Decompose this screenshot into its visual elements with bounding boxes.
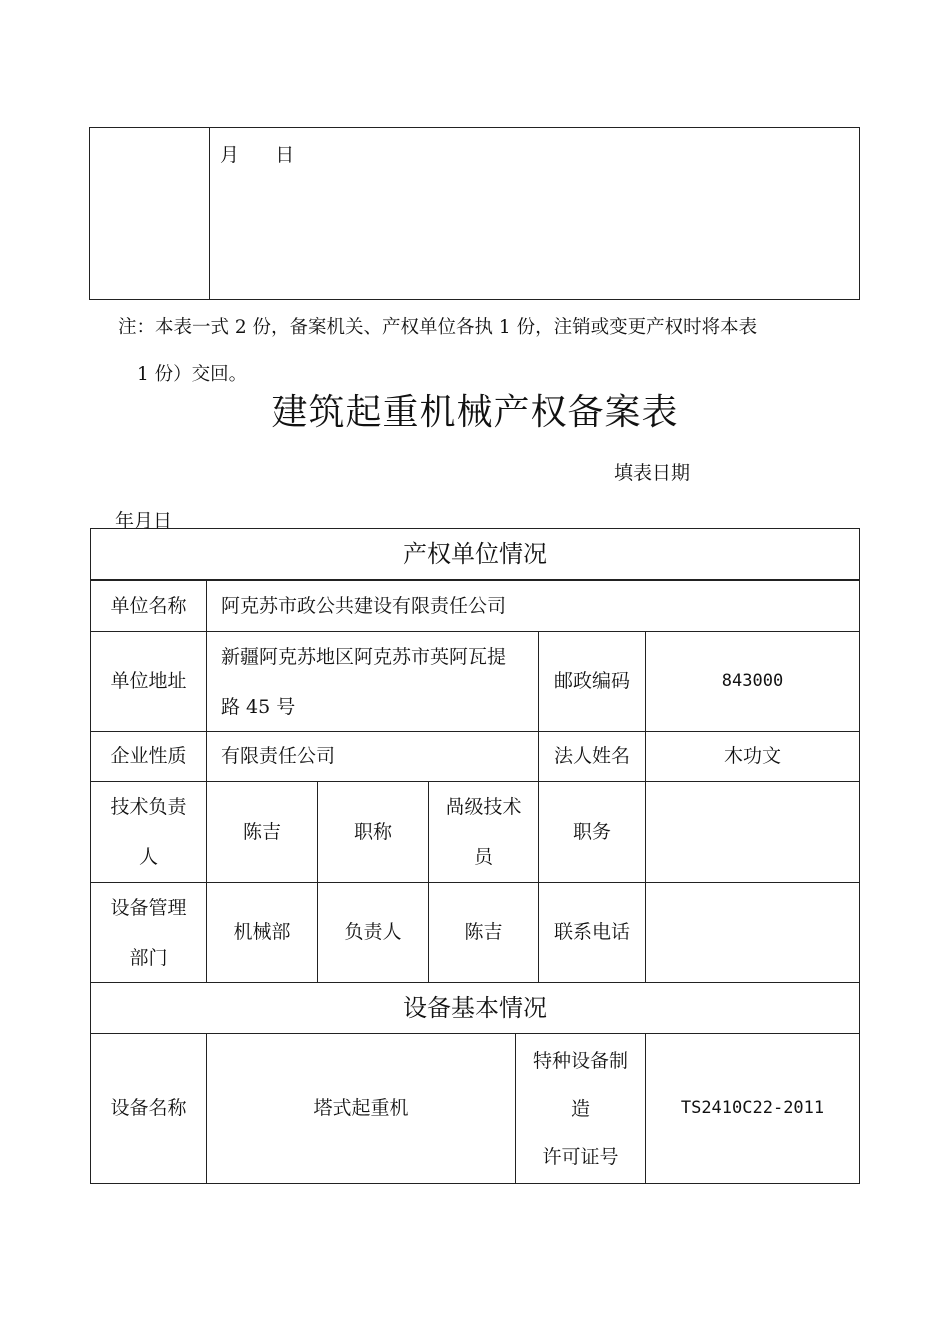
equipment-name-label: 设备名称 <box>90 1033 207 1184</box>
tech-lead-label-line-1: 技术负责 <box>110 796 187 818</box>
manufacture-license-label-line-1: 特种设备制 <box>532 1049 628 1072</box>
unit-name-label: 单位名称 <box>90 580 207 632</box>
dept-head-label: 负责人 <box>317 882 429 983</box>
unit-address-line-1: 新疆阿克苏地区阿克苏市英阿瓦提 <box>221 645 507 668</box>
fill-date-value: 年月日 <box>115 510 173 532</box>
equipment-dept-label-line-2: 部门 <box>129 946 168 969</box>
unit-address-label: 单位地址 <box>90 631 207 732</box>
manufacture-license-label-line-3: 许可证号 <box>542 1145 619 1168</box>
position-value <box>645 781 860 883</box>
section-owner-header: 产权单位情况 <box>90 528 860 580</box>
section-equipment-header: 设备基本情况 <box>90 982 860 1034</box>
professional-title-line-2: 员 <box>473 846 493 868</box>
professional-title-label: 职称 <box>317 781 429 883</box>
equipment-dept-value: 机械部 <box>206 882 318 983</box>
legal-person-label: 法人姓名 <box>538 731 646 782</box>
professional-title-value <box>428 781 539 883</box>
contact-phone-label: 联系电话 <box>538 882 646 983</box>
date-fragment: 月 日 <box>220 144 295 166</box>
unit-address-line-2: 路 45 号 <box>221 695 296 718</box>
tech-lead-value: 陈吉 <box>206 781 318 883</box>
note-line-1: 注：本表一式 2 份，备案机关、产权单位各执 1 份，注销或变更产权时将本表 <box>118 317 758 338</box>
postcode-label: 邮政编码 <box>538 631 646 732</box>
manufacture-license-label <box>515 1033 646 1184</box>
document-title: 建筑起重机械产权备案表 <box>271 392 679 433</box>
equipment-dept-label <box>90 882 207 983</box>
professional-title-line-1: 咼级技术 <box>445 796 522 818</box>
fill-date-label: 填表日期 <box>614 462 691 484</box>
unit-name-value: 阿克苏市政公共建设有限责任公司 <box>206 580 860 632</box>
note-line-2: 1 份）交回。 <box>137 364 248 385</box>
manufacture-license-label-line-2: 造 <box>570 1097 590 1120</box>
tech-lead-label <box>90 781 207 883</box>
previous-page-table-fragment <box>89 127 860 300</box>
tech-lead-label-line-2: 人 <box>138 846 158 868</box>
equipment-name-value: 塔式起重机 <box>206 1033 516 1184</box>
table-divider <box>209 128 210 299</box>
position-label: 职务 <box>538 781 646 883</box>
equipment-dept-label-line-1: 设备管理 <box>110 896 187 919</box>
dept-head-value: 陈吉 <box>428 882 539 983</box>
unit-address-value <box>206 631 539 732</box>
manufacture-license-value: TS2410C22-2011 <box>645 1033 860 1184</box>
postcode-value: 843000 <box>645 631 860 732</box>
legal-person-value: 木功文 <box>645 731 860 782</box>
enterprise-nature-value: 有限责任公司 <box>206 731 539 782</box>
enterprise-nature-label: 企业性质 <box>90 731 207 782</box>
contact-phone-value <box>645 882 860 983</box>
